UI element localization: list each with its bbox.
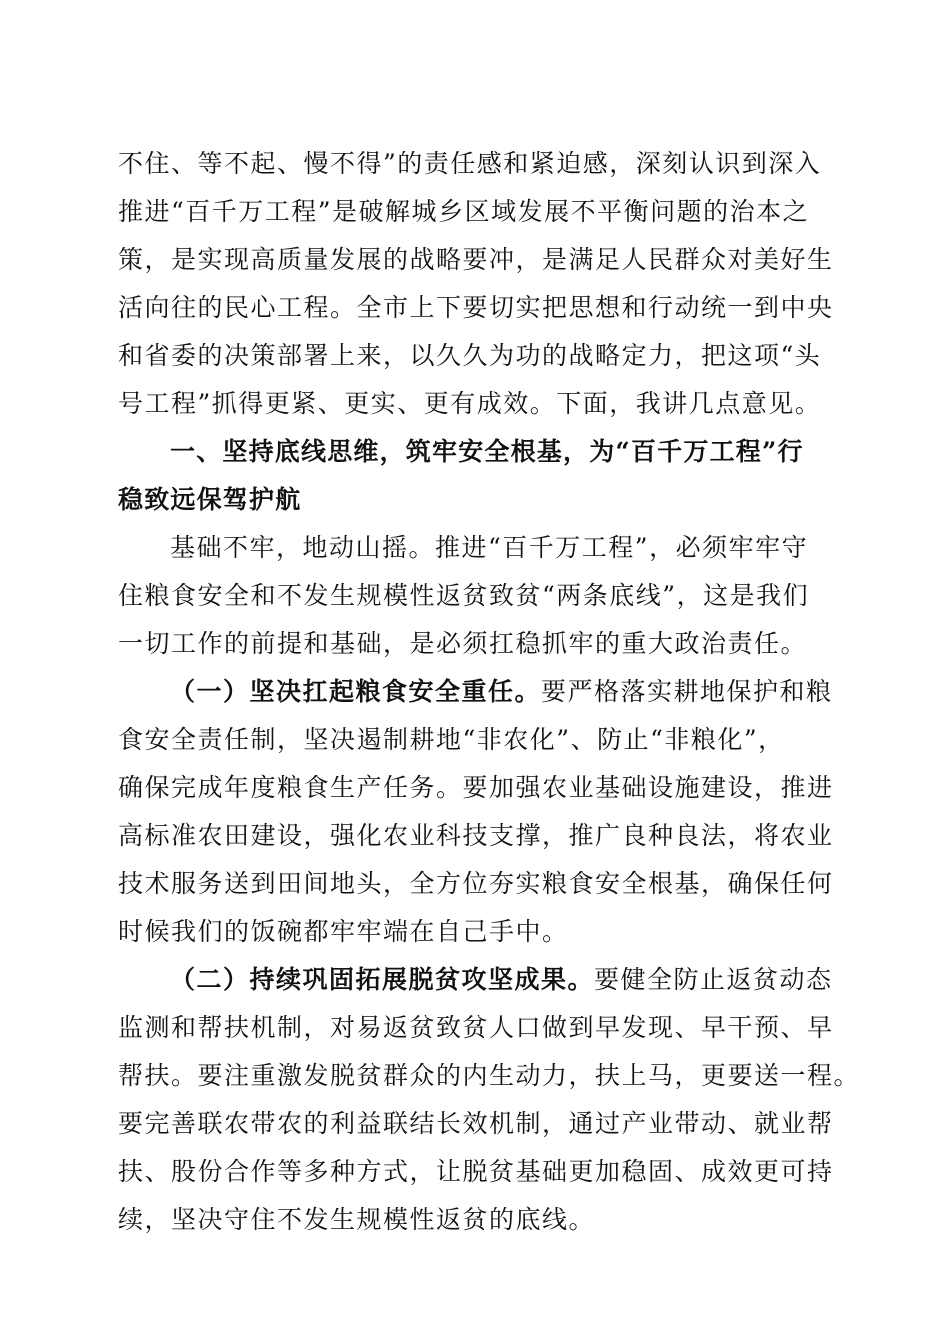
- text-line: 不住、等不起、慢不得”的责任感和紧迫感，深刻认识到深入: [118, 149, 822, 178]
- text-line: 一切工作的前提和基础，是必须扛稳抓牢的重大政治责任。: [118, 629, 808, 658]
- text-line: 住粮食安全和不发生规模性返贫致贫“两条底线”，这是我们: [118, 581, 810, 610]
- paragraph-baseline: [118, 524, 833, 668]
- text-line: 基础不牢，地动山摇。推进“百千万工程”，必须牢牢守: [170, 533, 809, 562]
- section-heading-1: [118, 428, 833, 524]
- text-line: 要完善联农带农的利益联结长效机制，通过产业带动、就业帮: [118, 1109, 834, 1138]
- subheading-lead: （一）坚决扛起粮食安全重任。: [170, 677, 542, 706]
- text-line: [118, 668, 833, 716]
- heading-line: 稳致远保驾护航: [118, 485, 302, 514]
- text-line: 技术服务送到田间地头，全方位夯实粮食安全根基，确保任何: [118, 869, 834, 898]
- document-page: [118, 140, 861, 1244]
- text-line: 活向往的民心工程。全市上下要切实把思想和行动统一到中央: [118, 293, 834, 322]
- subheading-lead: （二）持续巩固拓展脱贫攻坚成果。: [170, 965, 595, 994]
- heading-line: 一、坚持底线思维，筑牢安全根基，为“百千万工程”行: [170, 437, 804, 466]
- text-line: 时候我们的饭碗都牢牢端在自己手中。: [118, 917, 569, 946]
- paragraph-grain-security: [118, 668, 833, 956]
- text-line: 和省委的决策部署上来，以久久为功的战略定力，把这项“头: [118, 341, 822, 370]
- paragraph-poverty-alleviation: [118, 956, 861, 1244]
- text-run: 要健全防止返贫动态: [594, 965, 833, 994]
- text-run: 要严格落实耕地保护和粮: [541, 677, 833, 706]
- paragraph-intro-continued: [118, 140, 833, 428]
- text-line: 扶、股份合作等多种方式，让脱贫基础更加稳固、成效更可持: [118, 1157, 834, 1186]
- text-line: 食安全责任制，坚决遏制耕地“非农化”、防止“非粮化”，: [118, 725, 785, 754]
- text-line: 监测和帮扶机制，对易返贫致贫人口做到早发现、早干预、早: [118, 1013, 834, 1042]
- text-line: 帮扶。要注重激发脱贫群众的内生动力，扶上马，更要送一程。: [118, 1061, 861, 1090]
- text-line: 确保完成年度粮食生产任务。要加强农业基础设施建设，推进: [118, 773, 834, 802]
- text-line: 号工程”抓得更紧、更实、更有成效。下面，我讲几点意见。: [118, 389, 822, 418]
- text-line: 推进“百千万工程”是破解城乡区域发展不平衡问题的治本之: [118, 197, 810, 226]
- text-line: 高标准农田建设，强化农业科技支撑，推广良种良法，将农业: [118, 821, 834, 850]
- text-line: 续，坚决守住不发生规模性返贫的底线。: [118, 1205, 596, 1234]
- text-line: [118, 956, 833, 1004]
- text-line: 策，是实现高质量发展的战略要冲，是满足人民群众对美好生: [118, 245, 834, 274]
